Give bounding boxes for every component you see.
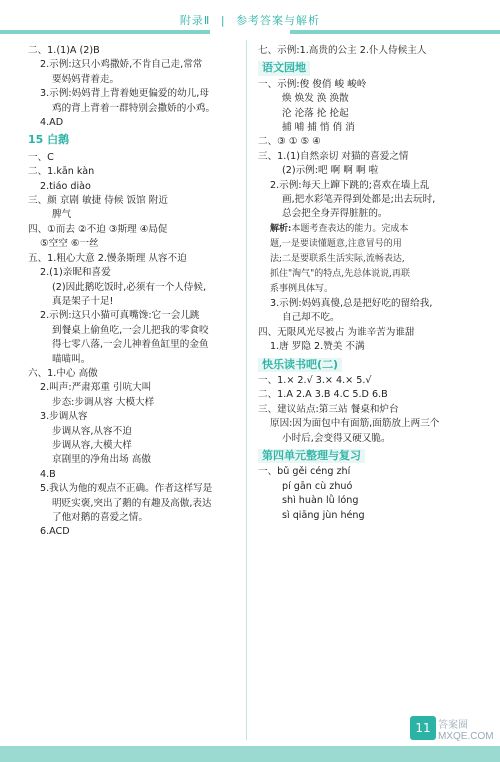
- answer-line: 二、1.A 2.A 3.B 4.C 5.D 6.B: [258, 389, 388, 401]
- lesson-title: 15 白鹅: [28, 133, 70, 147]
- answer-line: 2.示例:这只小猫可真嘴馋:它一会儿跳: [40, 310, 200, 322]
- answer-line: 喵喵叫。: [52, 353, 91, 365]
- answer-line: 2.示例:每天上蹿下跳的;喜欢在墙上乱: [270, 179, 430, 191]
- answer-line: 1.唐 罗隐 2.赞美 不满: [270, 341, 365, 353]
- answer-line: 了他对鹅的喜爱之情。: [52, 512, 148, 523]
- answer-line: 四、①而去 ②不迫 ③斯理 ④局促: [28, 223, 168, 235]
- answer-line: 步调从容,大模大样: [52, 439, 132, 451]
- answer-line: 三、颜 京剧 敏捷 侍候 饭馆 附近: [28, 195, 168, 207]
- answer-line: (2)示例:吧 啊 啊 啊 啦: [282, 165, 379, 177]
- answer-line: 二、③ ① ⑤ ④: [258, 136, 321, 148]
- answer-line: 明贬实褒,突出了鹅的有趣及高傲,表达: [52, 497, 212, 509]
- answer-line: ⑤空空 ⑥一丝: [40, 238, 99, 250]
- answer-line: (2)因此鹅吃饭时,必须有一个人侍候,: [52, 281, 207, 293]
- header-title: 参考答案与解析: [236, 14, 321, 27]
- header-separator: |: [220, 14, 226, 27]
- appendix-label: 附录Ⅱ: [179, 14, 211, 27]
- pinyin-line: 一、bǔ gěi céng zhí: [258, 466, 351, 478]
- analysis-text: 本题考查表达的能力。完成本: [291, 223, 409, 234]
- answer-line: 步态:步调从容 大模大样: [52, 396, 155, 408]
- answer-line: 2.(1)亲昵和喜爱: [40, 267, 111, 279]
- column-divider: [246, 40, 247, 740]
- section-heading: 第四单元整理与复习: [258, 449, 365, 463]
- answer-line: 五、1.粗心大意 2.慢条斯理 从容不迫: [28, 252, 187, 264]
- answer-line: 焕 焕发 涣 涣散: [282, 93, 349, 105]
- answer-line: 要妈妈背着走。: [52, 73, 120, 85]
- footer-bar: [0, 746, 500, 762]
- answer-line: 2.示例:这只小鸡撒娇,不肯自己走,常常: [40, 59, 203, 71]
- answer-line: 3.步调从容: [40, 411, 88, 423]
- answer-line: 真是架子十足!: [52, 295, 114, 307]
- answer-line: 6.ACD: [40, 526, 70, 538]
- answer-line: 二、1.(1)A (2)B: [28, 45, 100, 56]
- pinyin-line: sì qiāng jùn héng: [282, 509, 365, 521]
- right-column: [258, 44, 476, 523]
- analysis-text: 法;二是要联系生活实际,流畅表达,: [270, 253, 405, 264]
- answer-line: 一、C: [28, 151, 54, 163]
- analysis-label: 解析:: [270, 223, 292, 234]
- answer-line: 自己却不吃。: [282, 312, 340, 324]
- page-header: [0, 12, 500, 28]
- answer-line: 一、示例:俊 俊俏 峻 峻岭: [258, 78, 367, 90]
- watermark-logo: 答案圈 MXQE.COM: [438, 720, 494, 742]
- header-rule-left: [0, 30, 210, 34]
- pinyin-line: shì huàn lǜ lóng: [282, 495, 359, 507]
- section-heading: 语文园地: [258, 61, 310, 75]
- answer-line: 脾气: [52, 209, 72, 221]
- answer-line: 画,把水彩笔弄得到处都是;出去玩时,: [282, 194, 436, 206]
- answer-line: 原因:因为面包中有面筋,面筋放上两三个: [270, 418, 440, 430]
- answer-line: 四、无限风光尽被占 为谁辛苦为谁甜: [258, 326, 415, 338]
- answer-line: 三、建议站点:第三站 餐桌和炉台: [258, 403, 399, 415]
- answer-line: 2.tiáo diào: [40, 180, 91, 192]
- page-number: 11: [410, 716, 436, 740]
- analysis-block: [258, 222, 476, 297]
- answer-line: 2.叫声:严肃郑重 引吭大叫: [40, 382, 152, 394]
- answer-line: 4.B: [40, 468, 56, 480]
- answer-line: 二、1.kān kàn: [28, 166, 95, 178]
- answer-line: 3.示例:妈妈真傻,总是把好吃的留给我,: [270, 297, 433, 309]
- analysis-text: 抓住"淘气"的特点,先总体说说,再联: [270, 268, 411, 279]
- answer-line: 捕 哺 捕 悄 俏 消: [282, 122, 355, 134]
- answer-line: 七、示例:1.高贵的公主 2.仆人侍候主人: [258, 45, 427, 56]
- answer-line: 3.示例:妈妈背上背着她更偏爱的幼儿,母: [40, 88, 209, 100]
- left-column: [28, 44, 236, 540]
- answer-line: 沦 沦落 抡 抡起: [282, 107, 349, 119]
- header-rule-right: [290, 30, 500, 34]
- answer-line: 一、1.× 2.√ 3.× 4.× 5.√: [258, 374, 372, 386]
- analysis-text: 系事例具体写。: [270, 283, 334, 294]
- answer-line: 小时后,会变得又硬又脆。: [282, 432, 391, 444]
- answer-line: 到餐桌上偷鱼吃,一会儿把我的零食咬: [52, 324, 209, 336]
- answer-line: 六、1.中心 高傲: [28, 367, 98, 379]
- answer-line: 步调从容,从容不迫: [52, 425, 132, 437]
- pinyin-line: pí gān cù zhuó: [282, 480, 353, 492]
- answer-line: 总会把全身弄得脏脏的。: [282, 208, 388, 220]
- answer-line: 5.我认为他的观点不正确。作者这样写是: [40, 483, 213, 495]
- answer-line: 鸡的背上背着一群特别会撒娇的小鸡。: [52, 102, 216, 114]
- answer-line: 4.AD: [40, 117, 64, 129]
- section-heading: 快乐读书吧(二): [258, 358, 342, 372]
- analysis-text: 题,一是要读懂题意,注意冒号的用: [270, 238, 402, 249]
- answer-line: 得七零八落,一会儿神着鱼缸里的金鱼: [52, 339, 209, 351]
- answer-line: 三、1.(1)自然亲切 对猫的喜爱之情: [258, 150, 409, 162]
- answer-line: 京剧里的净角出场 高傲: [52, 454, 151, 466]
